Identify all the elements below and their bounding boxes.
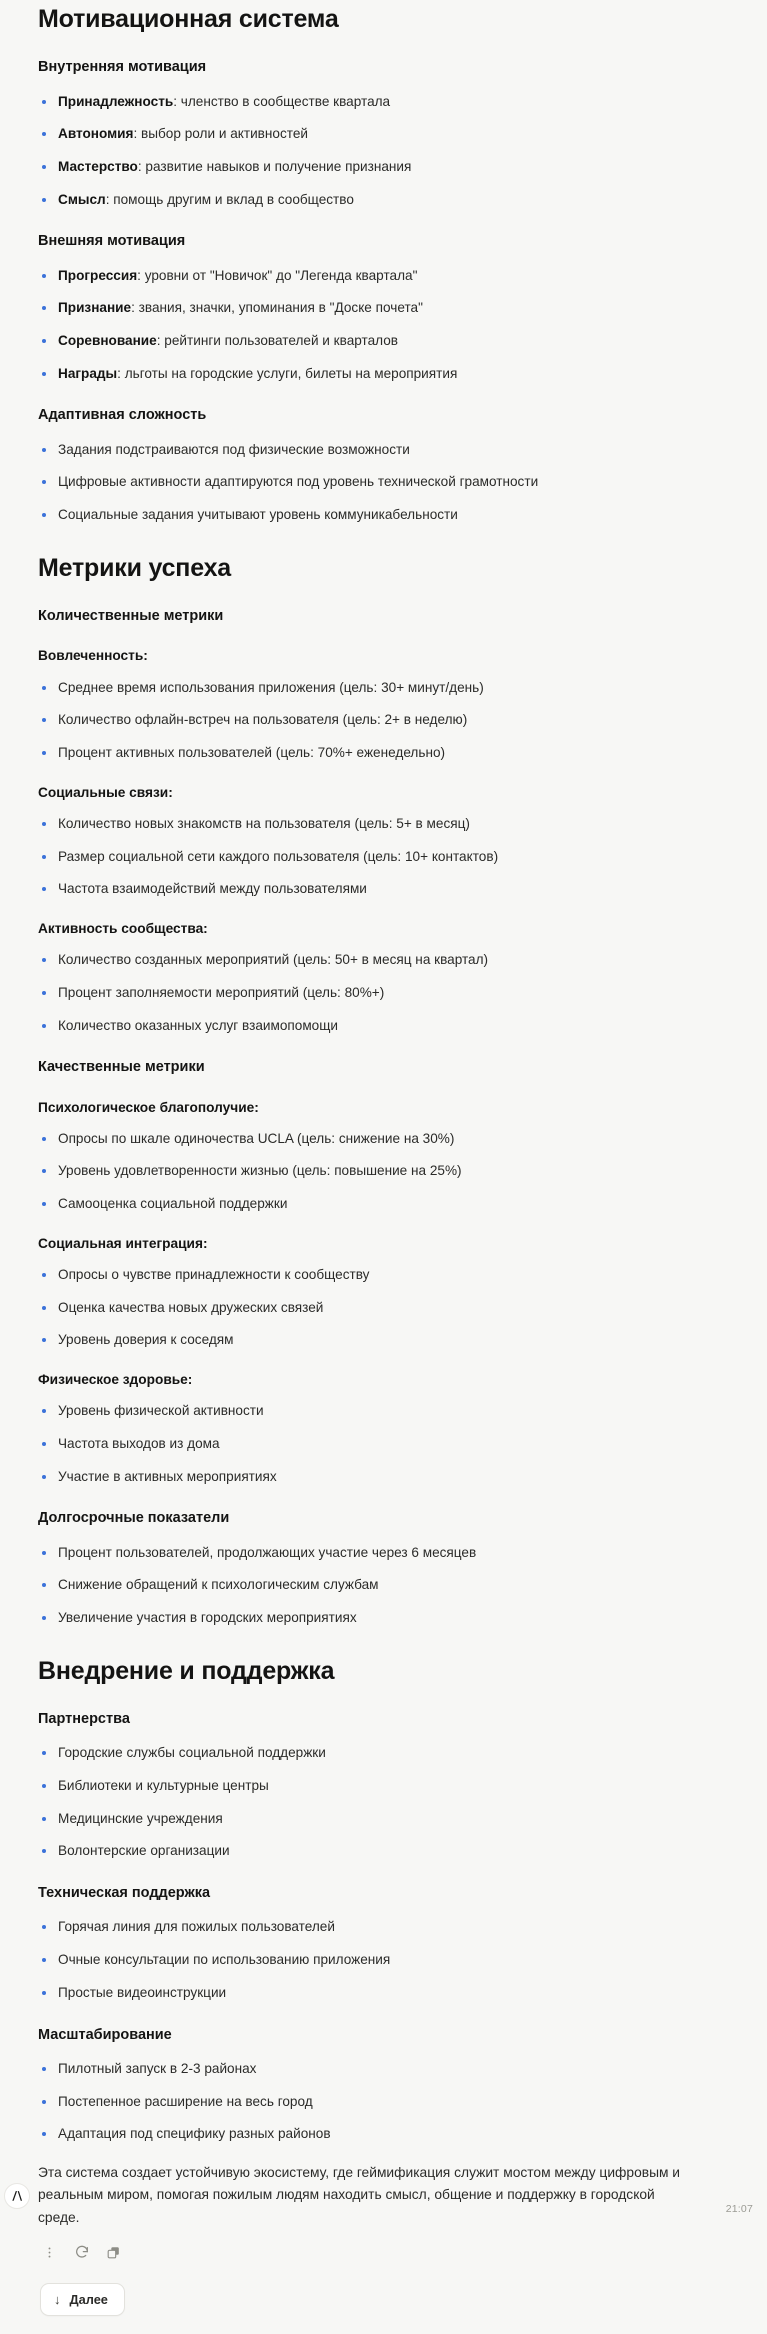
bullet-list	[38, 92, 741, 210]
message-content	[38, 0, 741, 2229]
list-item-text: Уровень удовлетворенности жизнью (цель: повышение на 25%)	[58, 1163, 462, 1179]
list-item-text: Процент пользователей, продолжающих участие через 6 месяцев	[58, 1544, 477, 1560]
list-item-text: Размер социальной сети каждого пользователя (цель: 10+ контактов)	[58, 848, 499, 864]
list-item-term: Смысл	[58, 191, 106, 207]
subsection-heading: Техническая поддержка	[38, 1885, 211, 1902]
list-item	[38, 266, 741, 286]
list-item-text: Постепенное расширение на весь город	[58, 2093, 313, 2109]
list-item-text: Оценка качества новых дружеских связей	[58, 1299, 324, 1315]
list-item-text: Частота взаимодействий между пользователями	[58, 881, 367, 897]
metric-group-heading: Психологическое благополучие:	[38, 1099, 259, 1115]
list-item-text: Пилотный запуск в 2-3 районах	[58, 2060, 257, 2076]
list-item	[38, 1434, 741, 1454]
list-item-text: Процент активных пользователей (цель: 70%+ еженедельно)	[58, 745, 446, 760]
bullet-list	[38, 950, 741, 1035]
subsection-heading: Количественные метрики	[38, 608, 224, 625]
list-item	[38, 1129, 741, 1149]
list-item	[38, 983, 741, 1003]
list-item-text: Увеличение участия в городских мероприятиях	[58, 1610, 357, 1626]
list-item-text: Количество оказанных услуг взаимопомощи	[58, 1017, 339, 1033]
subsection-heading: Партнерства	[38, 1711, 130, 1728]
message-actions	[40, 2203, 753, 2263]
bullet-list	[38, 2059, 741, 2144]
list-item	[38, 1265, 741, 1285]
list-item	[38, 440, 741, 460]
subsection-heading: Качественные метрики	[38, 1059, 205, 1076]
list-item-text: Адаптация под специфику разных районов	[58, 2126, 331, 2142]
list-item	[38, 1298, 741, 1318]
list-item	[38, 1917, 741, 1937]
metric-group-heading: Активность сообщества:	[38, 920, 208, 936]
list-item	[38, 1467, 741, 1487]
list-item	[38, 1401, 741, 1421]
list-item	[38, 743, 741, 763]
list-item	[38, 879, 741, 899]
subsection-heading: Внутренняя мотивация	[38, 59, 207, 76]
list-item-text: Частота выходов из дома	[58, 1436, 220, 1451]
bullet-list	[38, 440, 741, 525]
list-item	[38, 1743, 741, 1763]
bullet-list	[38, 1401, 741, 1486]
list-item	[38, 710, 741, 730]
list-item-text: Опросы о чувстве принадлежности к сообществу	[58, 1267, 370, 1283]
section-heading: Метрики успеха	[38, 553, 231, 582]
metric-group-heading: Физическое здоровье:	[38, 1372, 193, 1388]
bullet-list	[38, 1543, 741, 1628]
list-item-text: Цифровые активности адаптируются под уровень технической грамотности	[58, 474, 539, 490]
list-item-term: Признание	[58, 300, 132, 316]
list-item	[38, 1608, 741, 1628]
subsection-heading: Адаптивная сложность	[38, 407, 207, 424]
list-item	[38, 364, 741, 384]
bullet-list	[38, 814, 741, 899]
list-item-text: : помощь другим и вклад в сообщество	[105, 191, 354, 207]
list-item	[38, 1983, 741, 2003]
list-item	[38, 950, 741, 970]
list-item-text: Количество созданных мероприятий (цель: 50+ в месяц на квартал)	[58, 952, 489, 968]
list-item-text: Среднее время использования приложения (цель: 30+ минут/день)	[58, 679, 484, 695]
section-heading: Мотивационная система	[38, 5, 339, 33]
list-item	[38, 1575, 741, 1595]
bullet-list	[38, 1265, 741, 1350]
list-item-text: : звания, значки, упоминания в "Доске почета"	[131, 300, 423, 316]
list-item-text: Медицинские учреждения	[58, 1810, 223, 1826]
list-item-text: Горячая линия для пожилых пользователей	[58, 1919, 335, 1935]
list-item-term: Награды	[58, 365, 118, 381]
list-item	[38, 2092, 741, 2112]
list-item	[38, 1950, 741, 1970]
list-item	[38, 1330, 741, 1350]
list-item-text: Социальные задания учитывают уровень коммуникабельности	[58, 507, 458, 523]
list-item-term: Соревнование	[58, 333, 157, 349]
closing-paragraph: Эта система создает устойчивую экосистему, где геймификация служит мостом между цифровым и реальным миром, помогая пожилым людям находить смысл, общение и поддержку в городской среде.	[38, 2164, 681, 2225]
list-item	[38, 124, 741, 144]
list-item-text: Участие в активных мероприятиях	[58, 1468, 277, 1484]
subsection-heading: Долгосрочные показатели	[38, 1510, 230, 1527]
bullet-list	[38, 266, 741, 384]
list-item	[38, 1161, 741, 1181]
list-item	[38, 331, 741, 351]
list-item-term: Принадлежность	[58, 93, 174, 109]
list-item	[38, 505, 741, 525]
more-options-icon[interactable]	[40, 2243, 59, 2262]
list-item-text: : членство в сообществе квартала	[173, 93, 391, 109]
copy-icon[interactable]	[104, 2243, 123, 2262]
list-item	[38, 92, 741, 112]
list-item-text: : льготы на городские услуги, билеты на мероприятия	[117, 365, 458, 381]
list-item-term: Прогрессия	[58, 267, 138, 283]
list-item	[38, 298, 741, 318]
list-item-text: Уровень доверия к соседям	[58, 1332, 234, 1348]
list-item-text: Самооценка социальной поддержки	[58, 1196, 288, 1212]
subsection-heading: Внешняя мотивация	[38, 233, 186, 250]
list-item-text: Количество новых знакомств на пользователя (цель: 5+ в месяц)	[58, 815, 470, 831]
claude-logo-icon	[4, 2183, 30, 2209]
list-item	[38, 190, 741, 210]
list-item-text: Снижение обращений к психологическим службам	[58, 1577, 379, 1593]
list-item	[38, 847, 741, 867]
list-item	[38, 1809, 741, 1829]
list-item	[38, 678, 741, 698]
bullet-list	[38, 1917, 741, 2002]
list-item-text: Уровень физической активности	[58, 1403, 264, 1419]
list-item-text: Задания подстраиваются под физические возможности	[58, 441, 410, 457]
list-item	[38, 1841, 741, 1861]
list-item-text: Процент заполняемости мероприятий (цель: 80%+)	[58, 984, 385, 1000]
arrow-down-icon: ↓	[54, 2292, 61, 2308]
list-item-text: Библиотеки и культурные центры	[58, 1778, 269, 1794]
list-item	[38, 1194, 741, 1214]
list-item	[38, 157, 741, 177]
list-item-text: : рейтинги пользователей и кварталов	[156, 333, 399, 349]
list-item-text: Волонтерские организации	[58, 1843, 230, 1859]
list-item	[38, 2059, 741, 2079]
scroll-next-button[interactable]	[40, 2283, 125, 2316]
list-item	[38, 2124, 741, 2144]
list-item-text: Городские службы социальной поддержки	[58, 1745, 326, 1761]
message-timestamp: 21:07	[725, 2203, 753, 2215]
section-heading: Внедрение и поддержка	[38, 1656, 335, 1685]
list-item	[38, 1543, 741, 1563]
bullet-list	[38, 1743, 741, 1861]
scroll-next-label: Далее	[69, 2292, 108, 2308]
list-item-text: Очные консультации по использованию приложения	[58, 1952, 391, 1968]
list-item-text: : развитие навыков и получение признания	[137, 158, 412, 174]
list-item	[38, 1016, 741, 1036]
subsection-heading: Масштабирование	[38, 2026, 172, 2043]
metric-group-heading: Вовлеченность:	[38, 648, 148, 664]
list-item-text: : уровни от "Новичок" до "Легенда квартала"	[137, 267, 418, 283]
scroll-to-next-wrapper	[40, 2283, 741, 2334]
bullet-list	[38, 678, 741, 763]
list-item	[38, 1776, 741, 1796]
retry-icon[interactable]	[72, 2243, 91, 2262]
list-item-text: Количество офлайн-встреч на пользователя (цель: 2+ в неделю)	[58, 712, 468, 728]
list-item-term: Мастерство	[58, 158, 138, 174]
list-item-term: Автономия	[58, 126, 134, 142]
list-item	[38, 814, 741, 834]
metric-group-heading: Социальная интеграция:	[38, 1235, 208, 1251]
list-item-text: Опросы по шкале одиночества UCLA (цель: снижение на 30%)	[58, 1130, 455, 1146]
list-item-text: : выбор роли и активностей	[133, 126, 308, 142]
list-item	[38, 472, 741, 492]
bullet-list	[38, 1129, 741, 1214]
list-item-text: Простые видеоинструкции	[58, 1984, 227, 2000]
metric-group-heading: Социальные связи:	[38, 784, 173, 800]
